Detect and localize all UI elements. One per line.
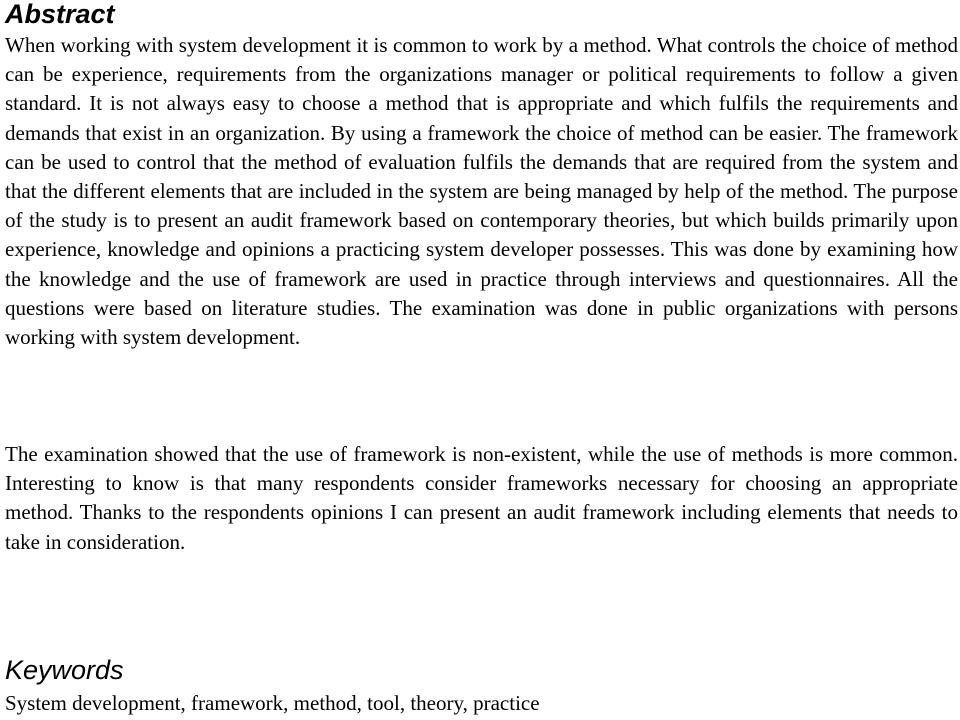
keywords-list: System development, framework, method, tool, theory, practice — [5, 691, 540, 715]
abstract-heading: Abstract — [5, 0, 115, 29]
abstract-paragraph-1: When working with system development it is common to work by a method. What controls the choice of method can be experience, requirements from the organizations manager or political requirements to follow a given standard. It is not always easy to choose a method that is appropriate and which fulfils the requirements and demands that exist in an organization. By using a framework the choice of method can be easier. The framework can be used to control that the method of evaluation fulfils the demands that are required from the system and that the different elements that are included in the system are being managed by help of the method. The purpose of the study is to present an audit framework based on contemporary theories, but which builds primarily upon experience, knowledge and opinions a practicing system developer possesses. This was done by examining how the knowledge and the use of framework are used in practice through interviews and questionnaires. All the questions were based on literature studies. The examination was done in public organizations with persons working with system development. — [5, 33, 958, 350]
abstract-paragraph-2: The examination showed that the use of framework is non-existent, while the use of methods is more common. Interesting to know is that many respondents consider frameworks necessary for choosing an appropriate method. Thanks to the respondents opinions I can present an audit framework including elements that needs to take in consideration. — [5, 442, 958, 554]
keywords-heading: Keywords — [5, 655, 124, 685]
